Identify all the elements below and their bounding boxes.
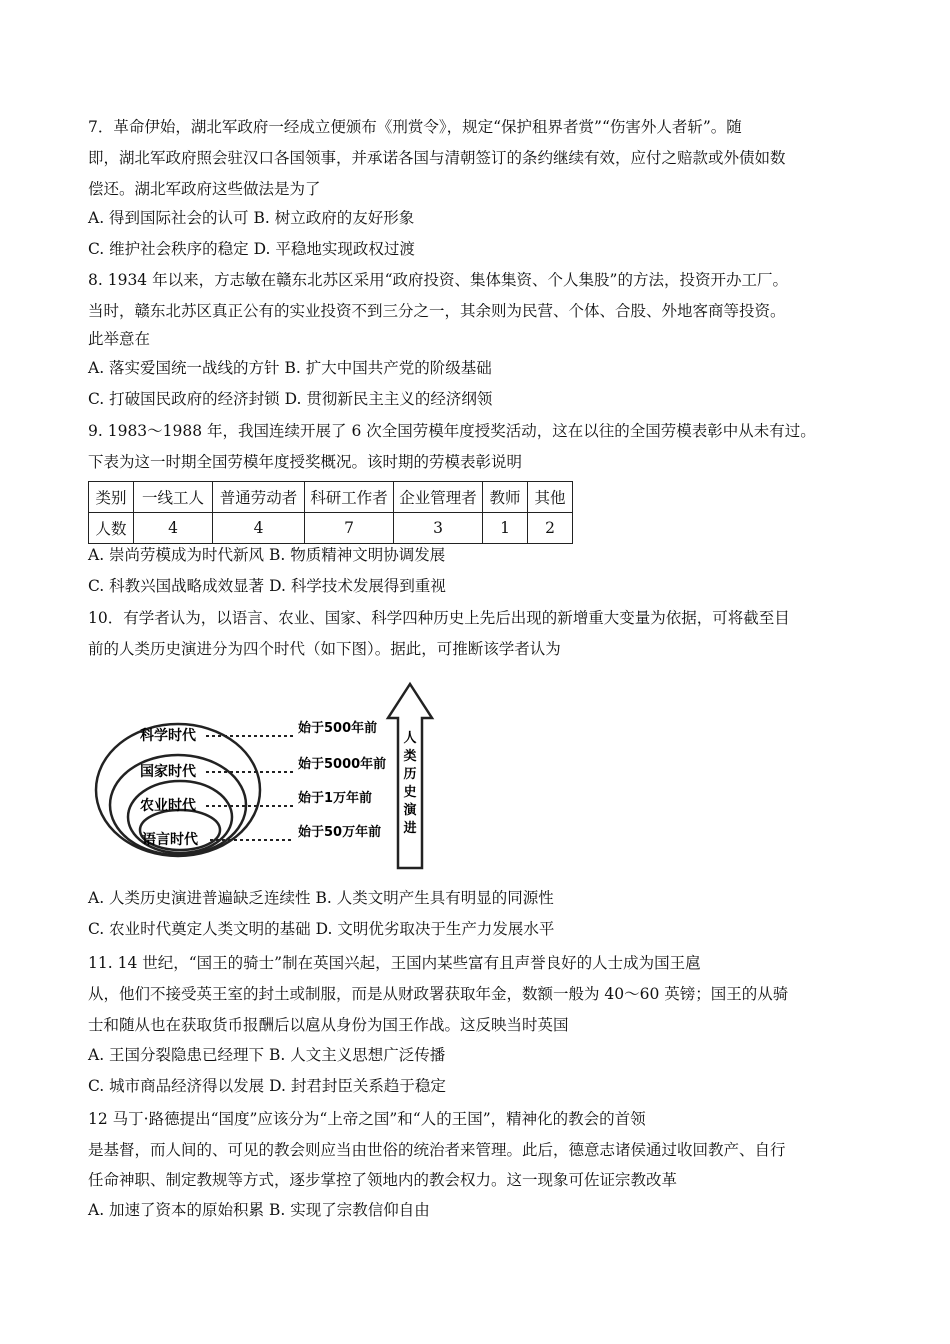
q7-stem-line-1: 7．革命伊始，湖北军政府一经成立便颁布《刑赏令》，规定“保护租界者赏”“伤害外人者斩”。随 (88, 118, 742, 136)
q8-options-cd: C. 打破国民政府的经济封锁 D. 贯彻新民主主义的经济纲领 (88, 390, 493, 408)
era-start-label: 始于500年前 (298, 721, 378, 736)
table-cell: 7 (305, 513, 394, 544)
table-cell: 1 (483, 513, 528, 544)
arrow-char: 类 (403, 749, 417, 764)
q9-stem-line-2: 下表为这一时期全国劳模年度授奖概况。该时期的劳模表彰说明 (88, 453, 523, 471)
era-label: 农业时代 (140, 798, 196, 814)
era-label: 科学时代 (140, 728, 196, 744)
q10-options-cd: C. 农业时代奠定人类文明的基础 D. 文明优劣取决于生产力发展水平 (88, 920, 555, 938)
table-header-row (89, 482, 573, 513)
table-row (89, 513, 573, 544)
q12-stem-line-3: 任命神职、制定教规等方式，逐步掌控了领地内的教会权力。这一现象可佐证宗教改革 (88, 1171, 678, 1189)
table-cell: 4 (213, 513, 305, 544)
q11-options-cd: C. 城市商品经济得以发展 D. 封君封臣关系趋于稳定 (88, 1077, 446, 1095)
table-header-cell: 其他 (528, 482, 573, 513)
q9-table (88, 481, 573, 544)
q9-stem-line-1: 9. 1983～1988 年，我国连续开展了 6 次全国劳模年度授奖活动，这在以往的全国劳模表彰中从未有过。 (88, 422, 816, 440)
q10-options-ab: A. 人类历史演进普遍缺乏连续性 B. 人类文明产生具有明显的同源性 (88, 889, 554, 907)
q10-stem-line-2: 前的人类历史演进分为四个时代（如下图）。据此，可推断该学者认为 (88, 640, 561, 658)
arrow-char: 历 (403, 767, 417, 782)
table-header-cell: 类别 (89, 482, 134, 513)
era-label: 语言时代 (142, 832, 198, 848)
arrow-char: 进 (403, 821, 417, 836)
q11-stem-line-2: 从，他们不接受英王室的封土或制服，而是从财政署获取年金，数额一般为 40～60 英镑；国王的从骑 (88, 985, 789, 1003)
arrow-char: 人 (403, 731, 417, 746)
table-header-cell: 科研工作者 (305, 482, 394, 513)
table-header-cell: 一线工人 (134, 482, 213, 513)
q12-stem-line-2: 是基督，而人间的、可见的教会则应当由世俗的统治者来管理。此后，德意志诸侯通过收回教产、自行 (88, 1141, 786, 1159)
table-cell: 3 (394, 513, 483, 544)
q9-options-ab: A. 崇尚劳模成为时代新风 B. 物质精神文明协调发展 (88, 546, 446, 564)
era-start-label: 始于50万年前 (298, 825, 382, 840)
q11-options-ab: A. 王国分裂隐患已经理下 B. 人文主义思想广泛传播 (88, 1046, 446, 1064)
q7-options-cd: C. 维护社会秩序的稳定 D. 平稳地实现政权过渡 (88, 240, 415, 258)
table-header-cell: 教师 (483, 482, 528, 513)
q8-stem-line-2: 当时，赣东北苏区真正公有的实业投资不到三分之一，其余则为民营、个体、合股、外地客商等投资。 (88, 302, 786, 320)
q8-stem-line-1: 8. 1934 年以来，方志敏在赣东北苏区采用“政府投资、集体集资、个人集股”的方法，投资开办工厂。 (88, 271, 788, 289)
arrow-char: 演 (403, 803, 417, 818)
era-start-label: 始于1万年前 (298, 791, 373, 806)
q8-stem-line-3: 此举意在 (88, 330, 151, 348)
era-diagram (88, 680, 458, 870)
q11-stem-line-1: 11. 14 世纪，“国王的骑士”制在英国兴起，王国内某些富有且声誉良好的人士成为国王扈 (88, 954, 701, 972)
q10-stem-line-1: 10．有学者认为，以语言、农业、国家、科学四种历史上先后出现的新增重大变量为依据，可将截至目 (88, 609, 790, 627)
q8-options-ab: A. 落实爱国统一战线的方针 B. 扩大中国共产党的阶级基础 (88, 359, 492, 377)
table-cell: 人数 (89, 513, 134, 544)
era-start-label: 始于5000年前 (298, 757, 387, 772)
table-cell: 2 (528, 513, 573, 544)
q7-options-ab: A. 得到国际社会的认可 B. 树立政府的友好形象 (88, 209, 415, 227)
q7-stem-line-3: 偿还。湖北军政府这些做法是为了 (88, 180, 321, 198)
era-label: 国家时代 (140, 764, 196, 780)
arrow-char: 史 (403, 785, 417, 800)
q11-stem-line-3: 士和随从也在获取货币报酬后以扈从身份为国王作战。这反映当时英国 (88, 1016, 569, 1034)
table-header-cell: 普通劳动者 (213, 482, 305, 513)
table-header-cell: 企业管理者 (394, 482, 483, 513)
table-cell: 4 (134, 513, 213, 544)
q9-options-cd: C. 科教兴国战略成效显著 D. 科学技术发展得到重视 (88, 577, 446, 595)
q12-stem-line-1: 12 马丁·路德提出“国度”应该分为“上帝之国”和“人的王国”，精神化的教会的首领 (88, 1110, 646, 1128)
q7-stem-line-2: 即，湖北军政府照会驻汉口各国领事，并承诺各国与清朝签订的条约继续有效，应付之赔款或外债如数 (88, 149, 786, 167)
q12-options-ab: A. 加速了资本的原始积累 B. 实现了宗教信仰自由 (88, 1201, 430, 1219)
